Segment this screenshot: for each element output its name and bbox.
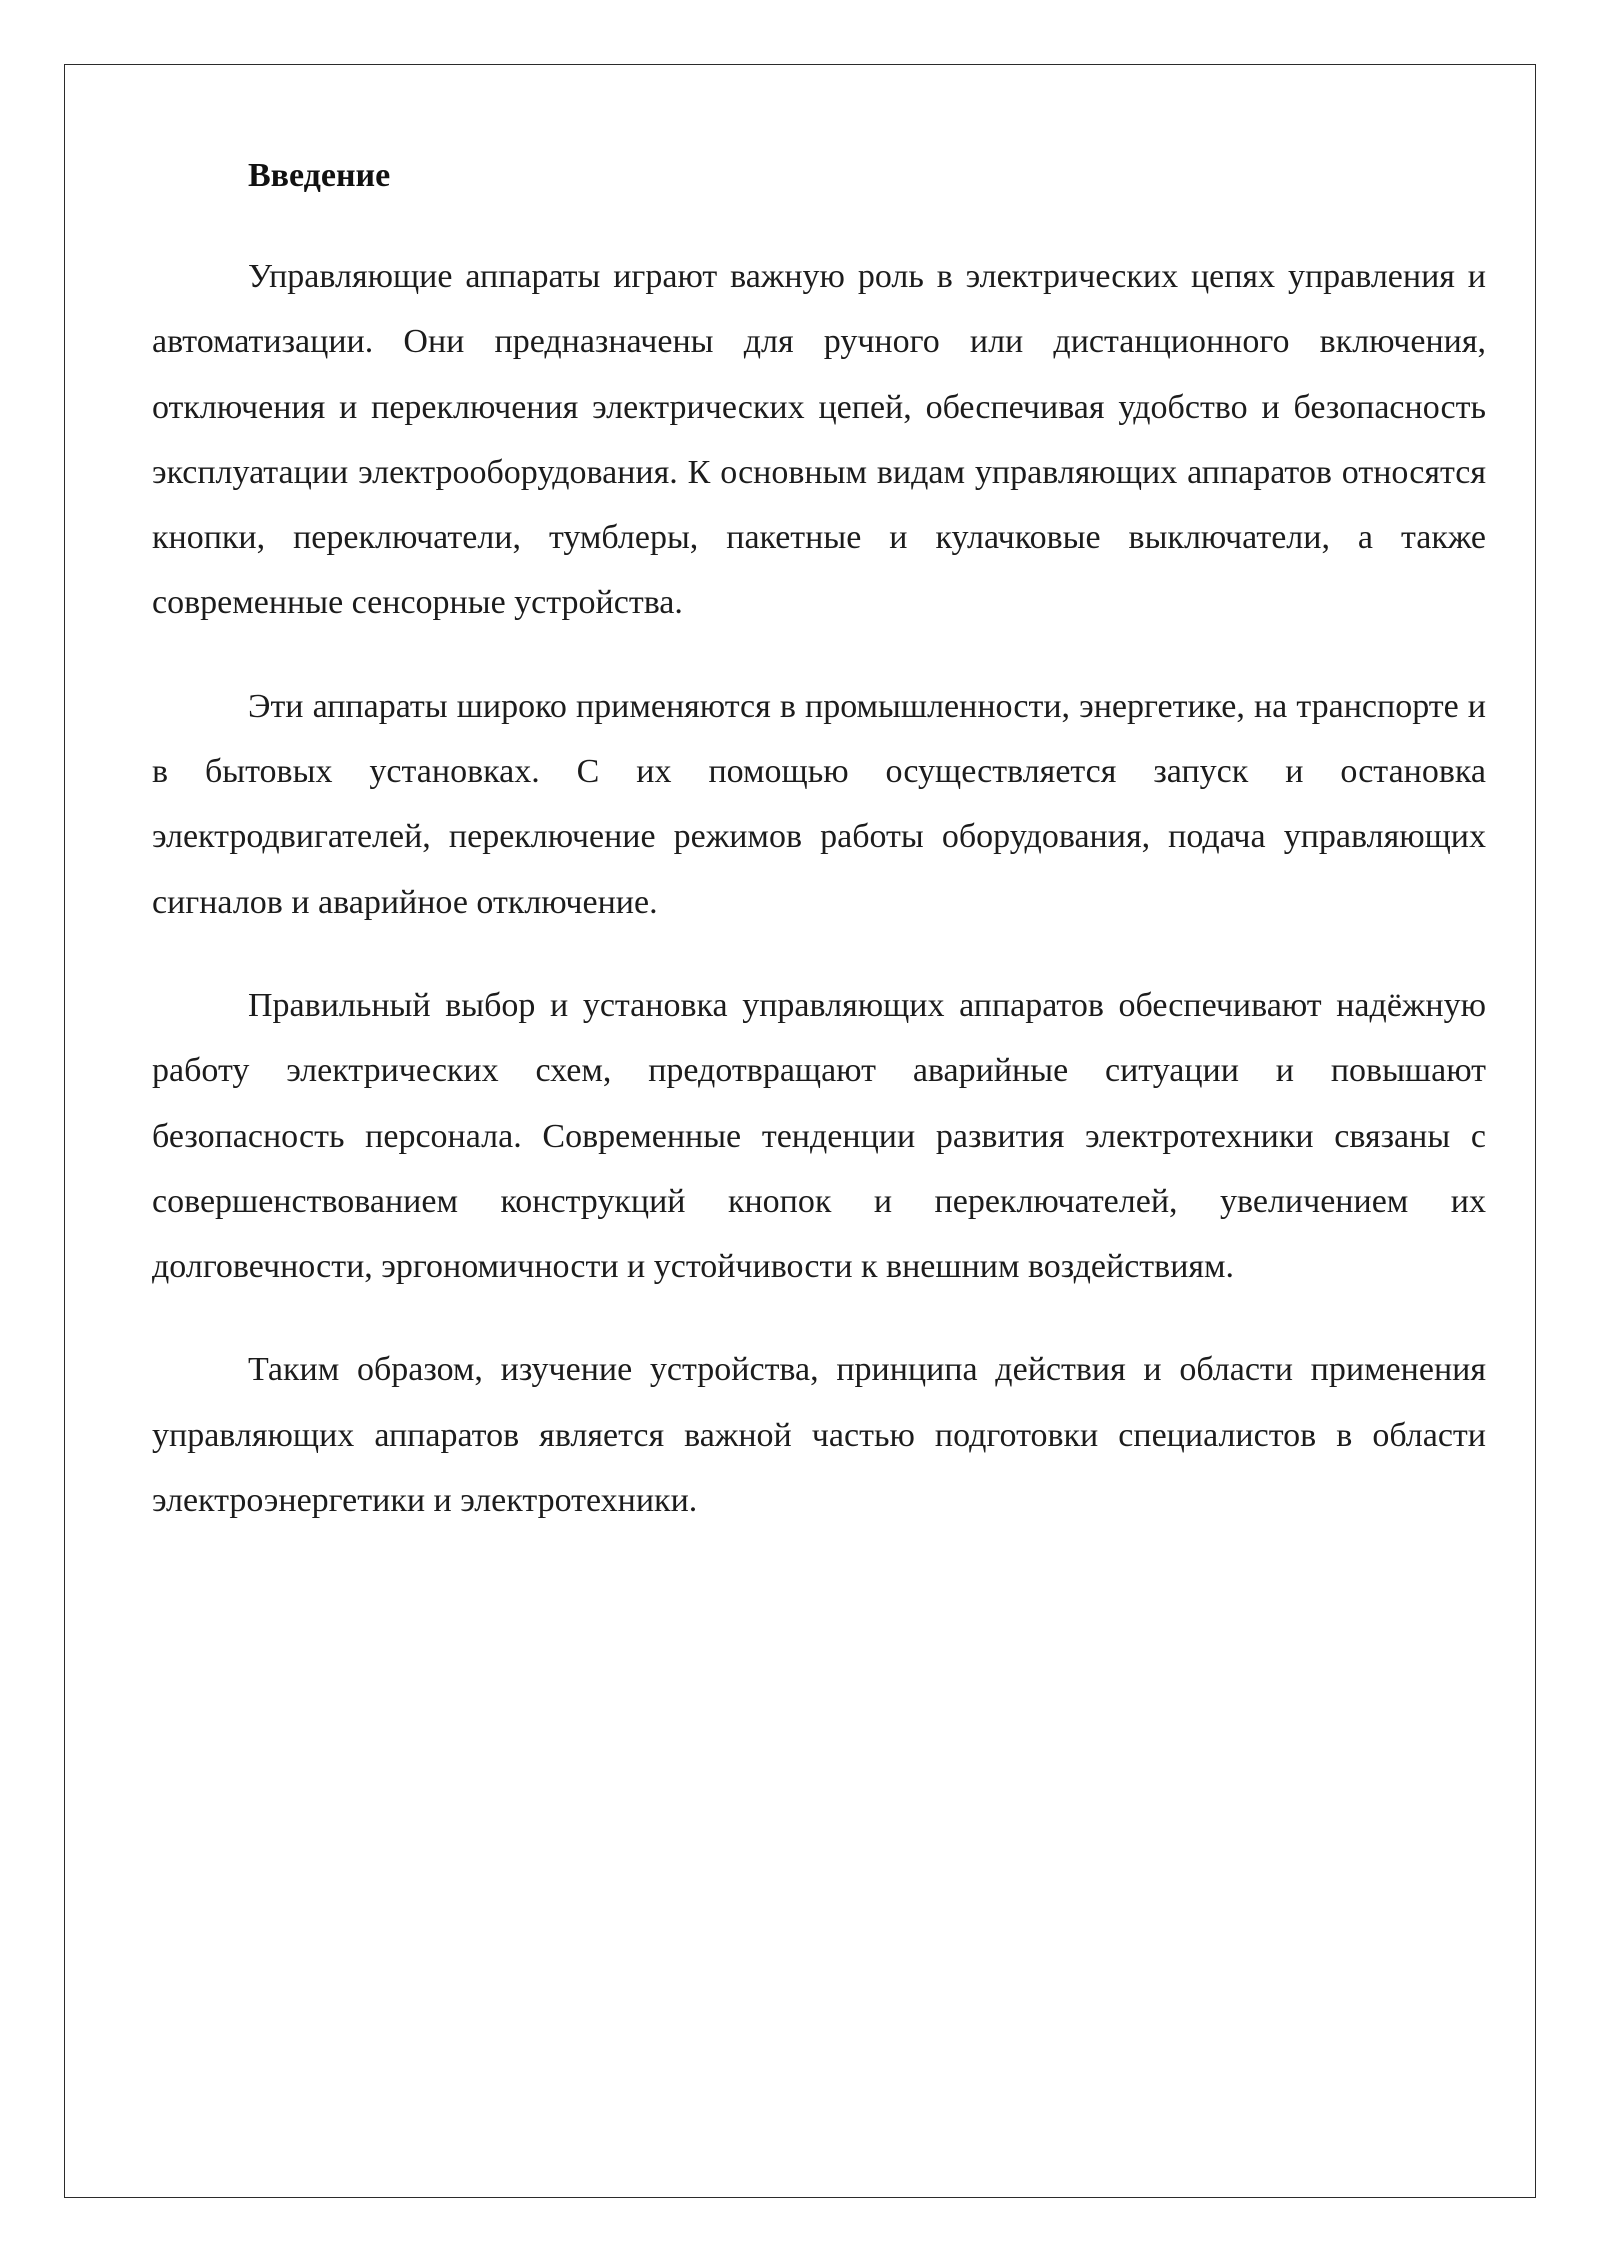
section-heading: Введение [248,157,391,194]
document-body [152,148,1486,1571]
paragraph-3: Правильный выбор и установка управляющих аппаратов обеспечивают надёжную работу электрических схем, предотвращают аварийные ситуации и повышают безопасность персонала. Современные тенденции развития электротехники связаны с совершенствованием конструкций кнопок и переключателей, увеличением их долговечности, эргономичности и устойчивости к внешним воздействиям. [152,986,1486,1286]
paragraph-1: Управляющие аппараты играют важную роль в электрических цепях управления и автоматизации. Они предназначены для ручного или дистанционного включения, отключения и переключения электрических цепей, обеспечивая удобство и безопасность эксплуатации электрооборудования. К основным видам управляющих аппаратов относятся кнопки, переключатели, тумблеры, пакетные и кулачковые выключатели, а также современные сенсорные устройства. [152,258,1486,622]
paragraph-2: Эти аппараты широко применяются в промышленности, энергетике, на транспорте и в бытовых установках. С их помощью осуществляется запуск и остановка электродвигателей, переключение режимов работы оборудования, подача управляющих сигналов и аварийное отключение. [152,687,1486,921]
paragraph-4: Таким образом, изучение устройства, принципа действия и области применения управляющих аппаратов является важной частью подготовки специалистов в области электроэнергетики и электротехники. [152,1351,1486,1520]
